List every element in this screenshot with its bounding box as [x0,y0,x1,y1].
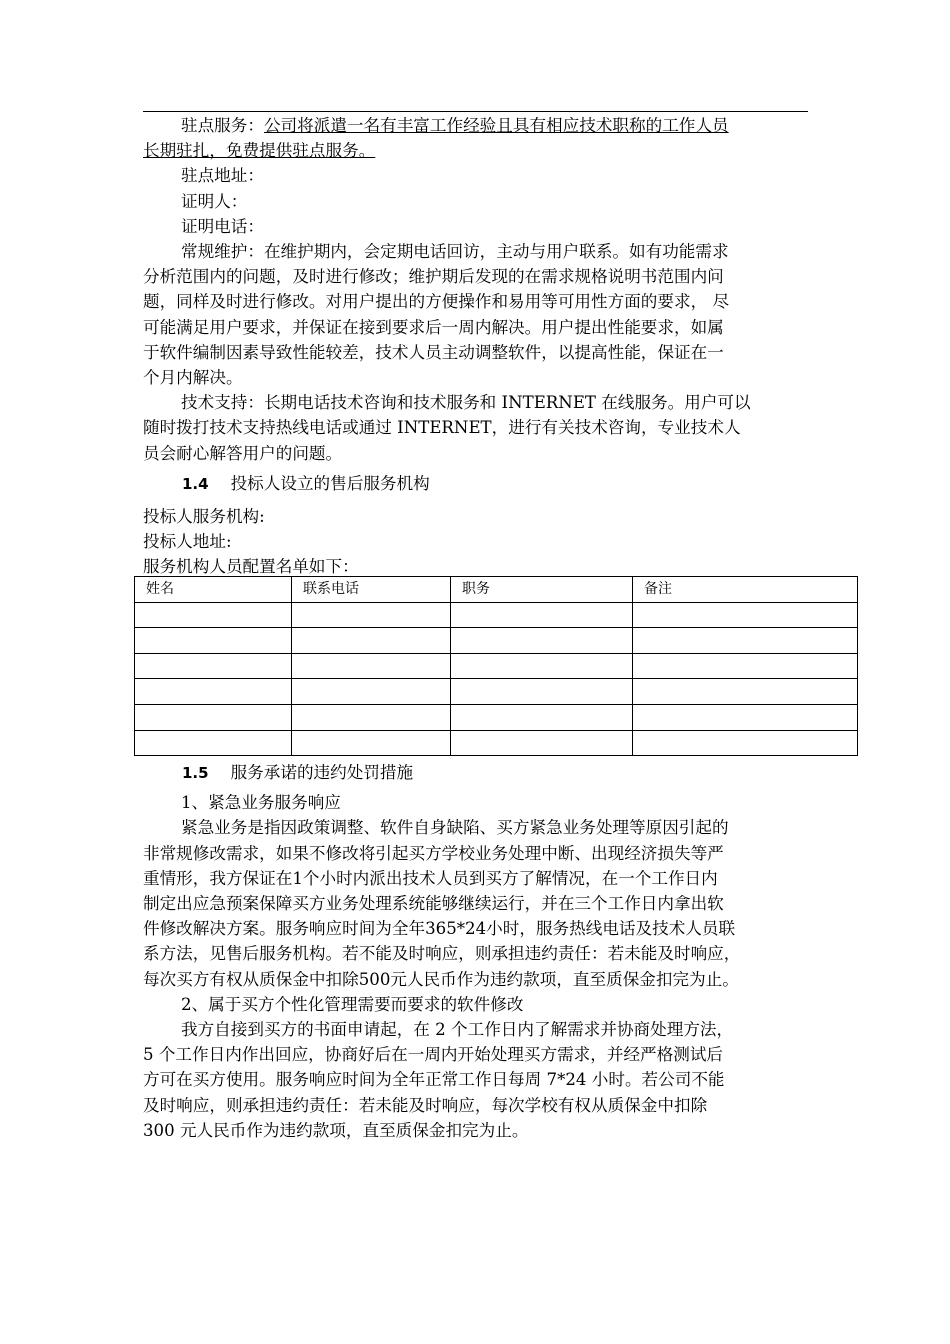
onsite-text-line2: 长期驻扎，免费提供驻点服务。 [143,141,376,161]
table-cell [135,704,292,730]
maintenance-line: 个月内解决。 [143,368,243,388]
table-header-row [135,577,858,603]
table-cell [135,679,292,705]
table-cell [292,653,451,679]
onsite-service-paragraph [143,113,808,138]
table-row [135,628,858,654]
table-cell [451,653,633,679]
witness-phone: 证明电话： [181,216,264,236]
section-number: 1.4 [182,474,209,493]
table-cell [633,628,858,654]
table-cell [451,628,633,654]
table-row [135,704,858,730]
section-heading-1-4 [143,471,808,497]
item1-line: 非常规修改需求，如果不修改将引起买方学校业务处理中断、出现经济损失等严 [143,843,724,863]
table-cell [135,730,292,756]
maintenance-line: 分析范围内的问题，及时进行修改；维护期后发现的在需求规格说明书范围内问 [143,267,724,287]
table-cell [633,679,858,705]
witness: 证明人： [181,191,248,211]
table-cell [633,730,858,756]
item1-title: 1、紧急业务服务响应 [181,793,341,813]
table-cell [451,704,633,730]
item2-line: 方可在买方使用。服务响应时间为全年正常工作日每周 7*24 小时。若公司不能 [143,1070,725,1090]
header-name: 姓名 [135,577,292,603]
section-number: 1.5 [182,764,209,782]
item1-line: 系方法，见售后服务机构。若不能及时响应，则承担违约责任：若未能及时响应， [143,944,741,964]
table-cell [633,653,858,679]
header-remarks: 备注 [633,577,858,603]
table-row [135,679,858,705]
item1-line: 每次买方有权从质保金中扣除500元人民币作为违约款项，直至质保金扣完为止。 [143,969,739,989]
maintenance-line: 可能满足用户要求，并保证在接到要求后一周内解决。用户提出性能要求，如属 [143,317,724,337]
item2-line: 及时响应，则承担违约责任：若未能及时响应，每次学校有权从质保金中扣除 [143,1095,708,1115]
table-cell [292,679,451,705]
maintenance-line: 于软件编制因素导致性能较差，技术人员主动调整软件，以提高性能，保证在一 [143,342,724,362]
document-body-top [143,113,808,580]
onsite-text-line1: 公司将派遣一名有丰富工作经验且具有相应技术职称的工作人员 [263,116,729,135]
item1-line: 件修改解决方案。服务响应时间为全年365*24小时，服务热线电话及技术人员联 [143,919,736,939]
table-cell [292,704,451,730]
table-cell [292,628,451,654]
header-phone: 联系电话 [292,577,451,603]
table-cell [633,602,858,628]
table-cell [135,628,292,654]
item2-line: 我方自接到买方的书面申请起，在 2 个工作日内了解需求并协商处理方法， [181,1020,734,1040]
staff-table [134,576,858,756]
table-cell [135,602,292,628]
item2-title: 2、属于买方个性化管理需要而要求的软件修改 [181,994,524,1014]
section-title: 投标人设立的售后服务机构 [230,473,430,493]
item2-line: 5 个工作日内作出回应，协商好后在一周内开始处理买方需求，并经严格测试后 [143,1045,724,1065]
support-line: 技术支持：长期电话技术咨询和技术服务和 INTERNET 在线服务。用户可以 [181,393,751,413]
header-position: 职务 [451,577,633,603]
table-cell [451,679,633,705]
item1-line: 制定出应急预案保障买方业务处理系统能够继续运行，并在三个工作日内拿出软 [143,894,724,914]
table-row [135,730,858,756]
table-cell [135,653,292,679]
section-heading-1-5 [143,760,808,786]
onsite-label: 驻点服务： [181,116,264,135]
table-row [135,602,858,628]
onsite-service-line2 [143,138,808,163]
section-title: 服务承诺的违约处罚措施 [230,763,414,782]
maintenance-line: 题，同样及时进行修改。对用户提出的方便操作和易用等可用性方面的要求， 尽 [143,292,730,312]
service-org: 投标人服务机构: [143,507,265,527]
item1-line: 重情形，我方保证在1个小时内派出技术人员到买方了解情况，在一个工作日内 [143,868,718,888]
table-cell [451,602,633,628]
table-cell [633,704,858,730]
bidder-address: 投标人地址: [143,532,232,552]
top-rule [143,111,808,112]
maintenance-line: 常规维护：在维护期内，会定期电话回访，主动与用户联系。如有功能需求 [181,242,729,262]
table-row [135,653,858,679]
document-body-bottom [143,760,808,1143]
support-line: 员会耐心解答用户的问题。 [143,443,343,463]
table-cell [292,602,451,628]
table-cell [292,730,451,756]
onsite-address: 驻点地址： [181,166,264,186]
item2-line: 300 元人民币作为违约款项，直至质保金扣完为止。 [143,1120,529,1140]
staff-intro: 服务机构人员配置名单如下： [143,557,359,577]
table-cell [451,730,633,756]
item1-line: 紧急业务是指因政策调整、软件自身缺陷、买方紧急业务处理等原因引起的 [181,818,729,838]
support-line: 随时拨打技术支持热线电话或通过 INTERNET，进行有关技术咨询，专业技术人 [143,418,741,438]
